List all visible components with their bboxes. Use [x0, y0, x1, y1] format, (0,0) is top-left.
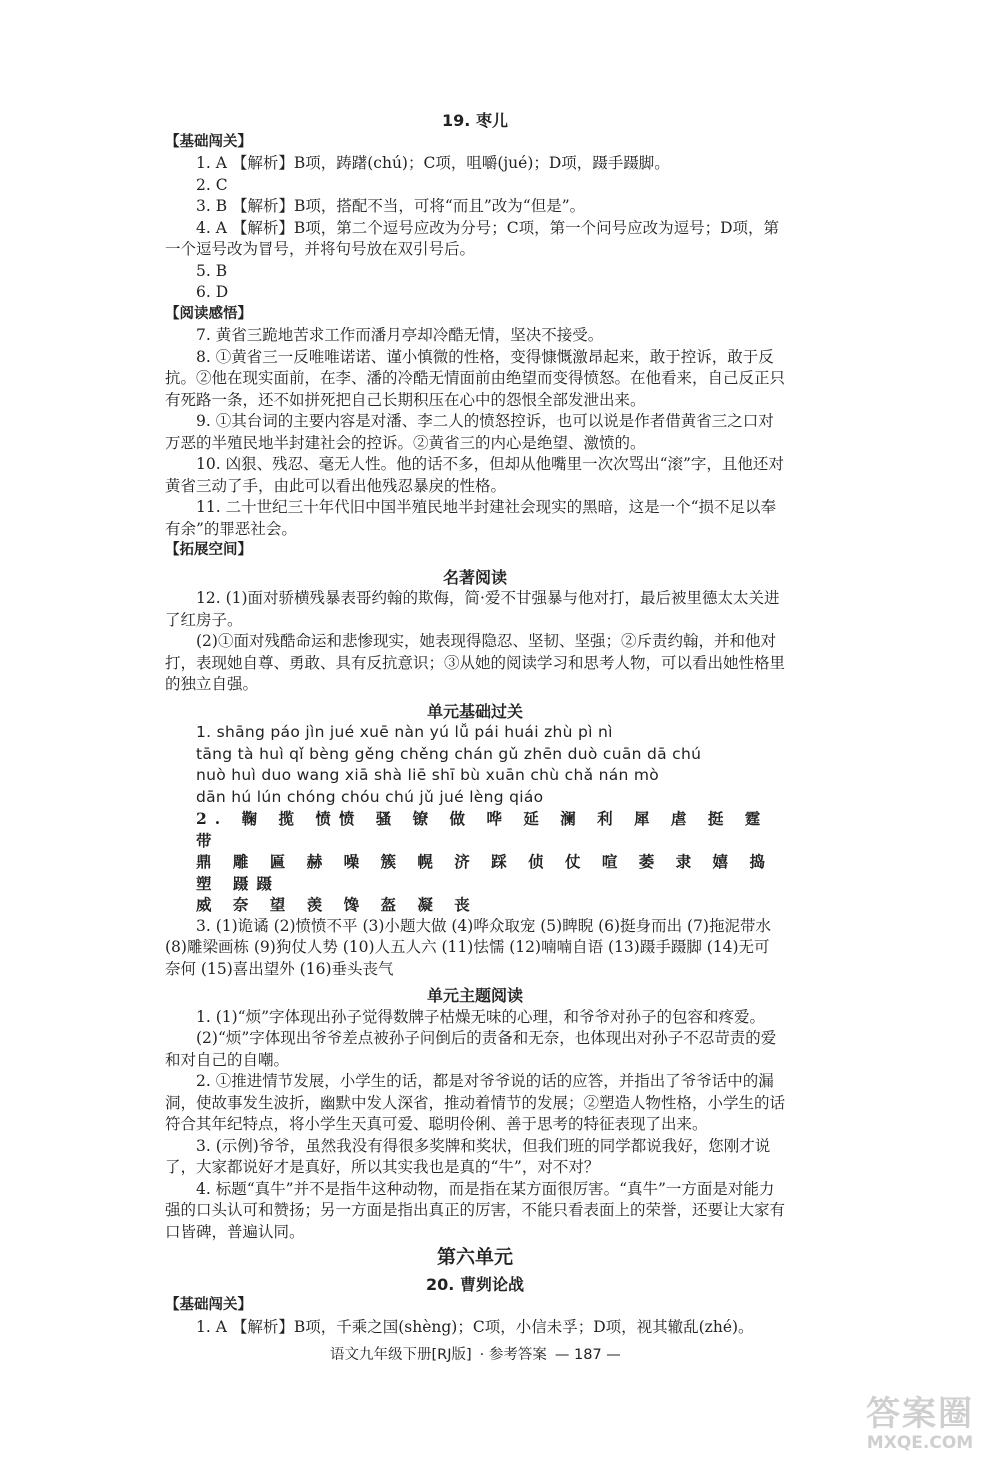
characters-line-1: 2. 鞠 揽 愤愤 骚 镣 做 哗 延 澜 利 犀 虐 挺 霆 带	[196, 809, 769, 850]
answer-19-9: 9. ①其台词的主要内容是对潘、李二人的愤怒控诉，也可以说是作者借黄省三之口对万恶的半殖民地半封建社会的控诉。②黄省三的内心是绝望、激愤的。	[165, 412, 774, 452]
unit-basics-title: 单元基础过关	[426, 701, 523, 721]
theme-answer-2: 2. ①推进情节发展，小学生的话，都是对爷爷说的话的应答，并指出了爷爷话中的漏洞，使故事发生波折，幽默中发人深省，推动着情节的发展；②塑造人物性格，小学生的话符合其年纪特点，将小学生天真可爱、聪明伶俐、善于思考的特征表现了出来。	[165, 1072, 786, 1133]
answer-19-5: 5. B	[196, 261, 228, 280]
section-basic-20: 【基础闯关】	[165, 1297, 252, 1313]
answer-19-1: 1. A 【解析】B项，踌躇(chú)；C项，咀嚼(jué)；D项，蹑手蹑脚。	[196, 154, 670, 172]
pinyin-line-1: 1. shāng páo jìn jué xuē nàn yú lǚ pái huái zhù pì nì	[196, 723, 613, 741]
footer-answers-label: · 参考答案	[479, 1347, 547, 1363]
unit-6-title: 第六单元	[436, 1246, 513, 1268]
classic-reading-title: 名著阅读	[442, 567, 507, 587]
answer-19-3: 3. B 【解析】B项，搭配不当，可将“而且”改为“但是”。	[196, 197, 586, 215]
pinyin-line-3: nuò huì duo wang xiā shà liē shī bù xuān chù chǎ nán mò	[196, 766, 660, 784]
watermark-logo: 答案圈	[866, 1394, 974, 1434]
answer-19-7: 7. 黄省三跪地苦求工作而潘月亭却冷酷无情，坚决不接受。	[196, 326, 604, 344]
answer-19-12-1: 12. (1)面对骄横残暴表哥约翰的欺侮，简·爱不甘强暴与他对打，最后被里德太太关进了红房子。	[165, 589, 780, 629]
lesson-19-title: 19. 枣儿	[442, 111, 508, 130]
answer-19-4: 4. A 【解析】B项，第二个逗号应改为分号；C项，第一个问号应改为逗号；D项，第一个逗号改为冒号，并将句号放在双引号后。	[165, 218, 780, 258]
theme-answer-1-1: 1. (1)“烦”字体现出孙子觉得数牌子枯燥无味的心理，和爷爷对孙子的包容和疼爱。	[196, 1007, 766, 1026]
idioms-answer: 3. (1)诡谲 (2)愤愤不平 (3)小题大做 (4)哗众取宠 (5)睥睨 (6)挺身而出 (7)拖泥带水 (8)雕梁画栋 (9)狗仗人势 (10)人五人六 (11)怯懦 (12)喃喃自语 (13)蹑手蹑脚 (14)无可奈何 (15)喜出望外 (16)垂头丧气	[165, 916, 771, 978]
watermark-site: MXQE.COM	[866, 1433, 974, 1453]
answer-page	[165, 105, 785, 1338]
footer-book-title: 语文九年级下册[RJ版]	[330, 1347, 472, 1363]
answer-19-2: 2. C	[196, 175, 228, 194]
page-number: — 187 —	[554, 1347, 621, 1363]
answer-19-11: 11. 二十世纪三十年代旧中国半殖民地半封建社会现实的黑暗，这是一个“损不足以奉有余”的罪恶社会。	[165, 498, 777, 538]
page-footer	[330, 1343, 629, 1364]
unit-theme-title: 单元主题阅读	[426, 986, 523, 1005]
pinyin-line-4: dān hú lún chóng chóu chú jǔ jué lèng qiáo	[196, 787, 544, 806]
section-basic: 【基础闯关】	[165, 133, 252, 150]
section-reading: 【阅读感悟】	[165, 305, 252, 322]
answer-19-12-2: (2)①面对残酷命运和悲惨现实，她表现得隐忍、坚韧、坚强；②斥责约翰，并和他对打，表现她自尊、勇敢、具有反抗意识；③从她的阅读学习和思考人物，可以看出她性格里的独立自强。	[165, 632, 786, 693]
theme-answer-3: 3. (示例)爷爷，虽然我没有得很多奖牌和奖状，但我们班的同学都说我好，您刚才说了，大家都说好才是真好，所以其实我也是真的“牛”，对不对？	[165, 1136, 771, 1176]
lesson-20-title: 20. 曹刿论战	[426, 1274, 524, 1294]
answer-19-8: 8. ①黄省三一反唯唯诺诺、谨小慎微的性格，变得慷慨激昂起来，敢于控诉，敢于反抗。②他在现实面前，在李、潘的冷酷无情面前由绝望而变得愤怒。在他看来，自己反正只有死路一条，还不如拼死把自己长期积压在心中的怨恨全部发泄出来。	[165, 347, 786, 409]
section-extension: 【拓展空间】	[165, 542, 252, 558]
characters-line-2: 鼎 雕 匾 赫 噪 簇 幌 济 踩 侦 仗 喧 萎 隶 嬉 捣 塑 蹑蹑	[196, 852, 773, 893]
pinyin-line-2: tāng tà huì qǐ bèng gěng chěng chán gǔ zhēn duò cuān dā chú	[196, 744, 702, 763]
answer-19-10: 10. 凶狠、残忍、毫无人性。他的话不多，但却从他嘴里一次次骂出“滚”字，且他还对黄省三动了手，由此可以看出他残忍暴戾的性格。	[165, 455, 784, 495]
site-watermark	[860, 1395, 980, 1453]
answer-19-6: 6. D	[196, 283, 229, 301]
characters-line-3: 威 奈 望 羡 馋 盔 凝 丧	[196, 895, 478, 914]
theme-answer-4: 4. 标题“真牛”并不是指牛这种动物，而是指在某方面很厉害。“真牛”一方面是对能力强的口头认可和赞扬；另一方面是指出真正的厉害，不能只看表面上的荣誉，还要让大家有口皆碑，普遍认同。	[165, 1179, 786, 1241]
answer-20-1: 1. A 【解析】B项，千乘之国(shèng)；C项，小信未孚；D项，视其辙乱(zhé)。	[196, 1317, 754, 1336]
theme-answer-1-2: (2)“烦”字体现出爷爷差点被孙子问倒后的责备和无奈，也体现出对孙子不忍苛责的爱和对自己的自嘲。	[165, 1029, 777, 1069]
